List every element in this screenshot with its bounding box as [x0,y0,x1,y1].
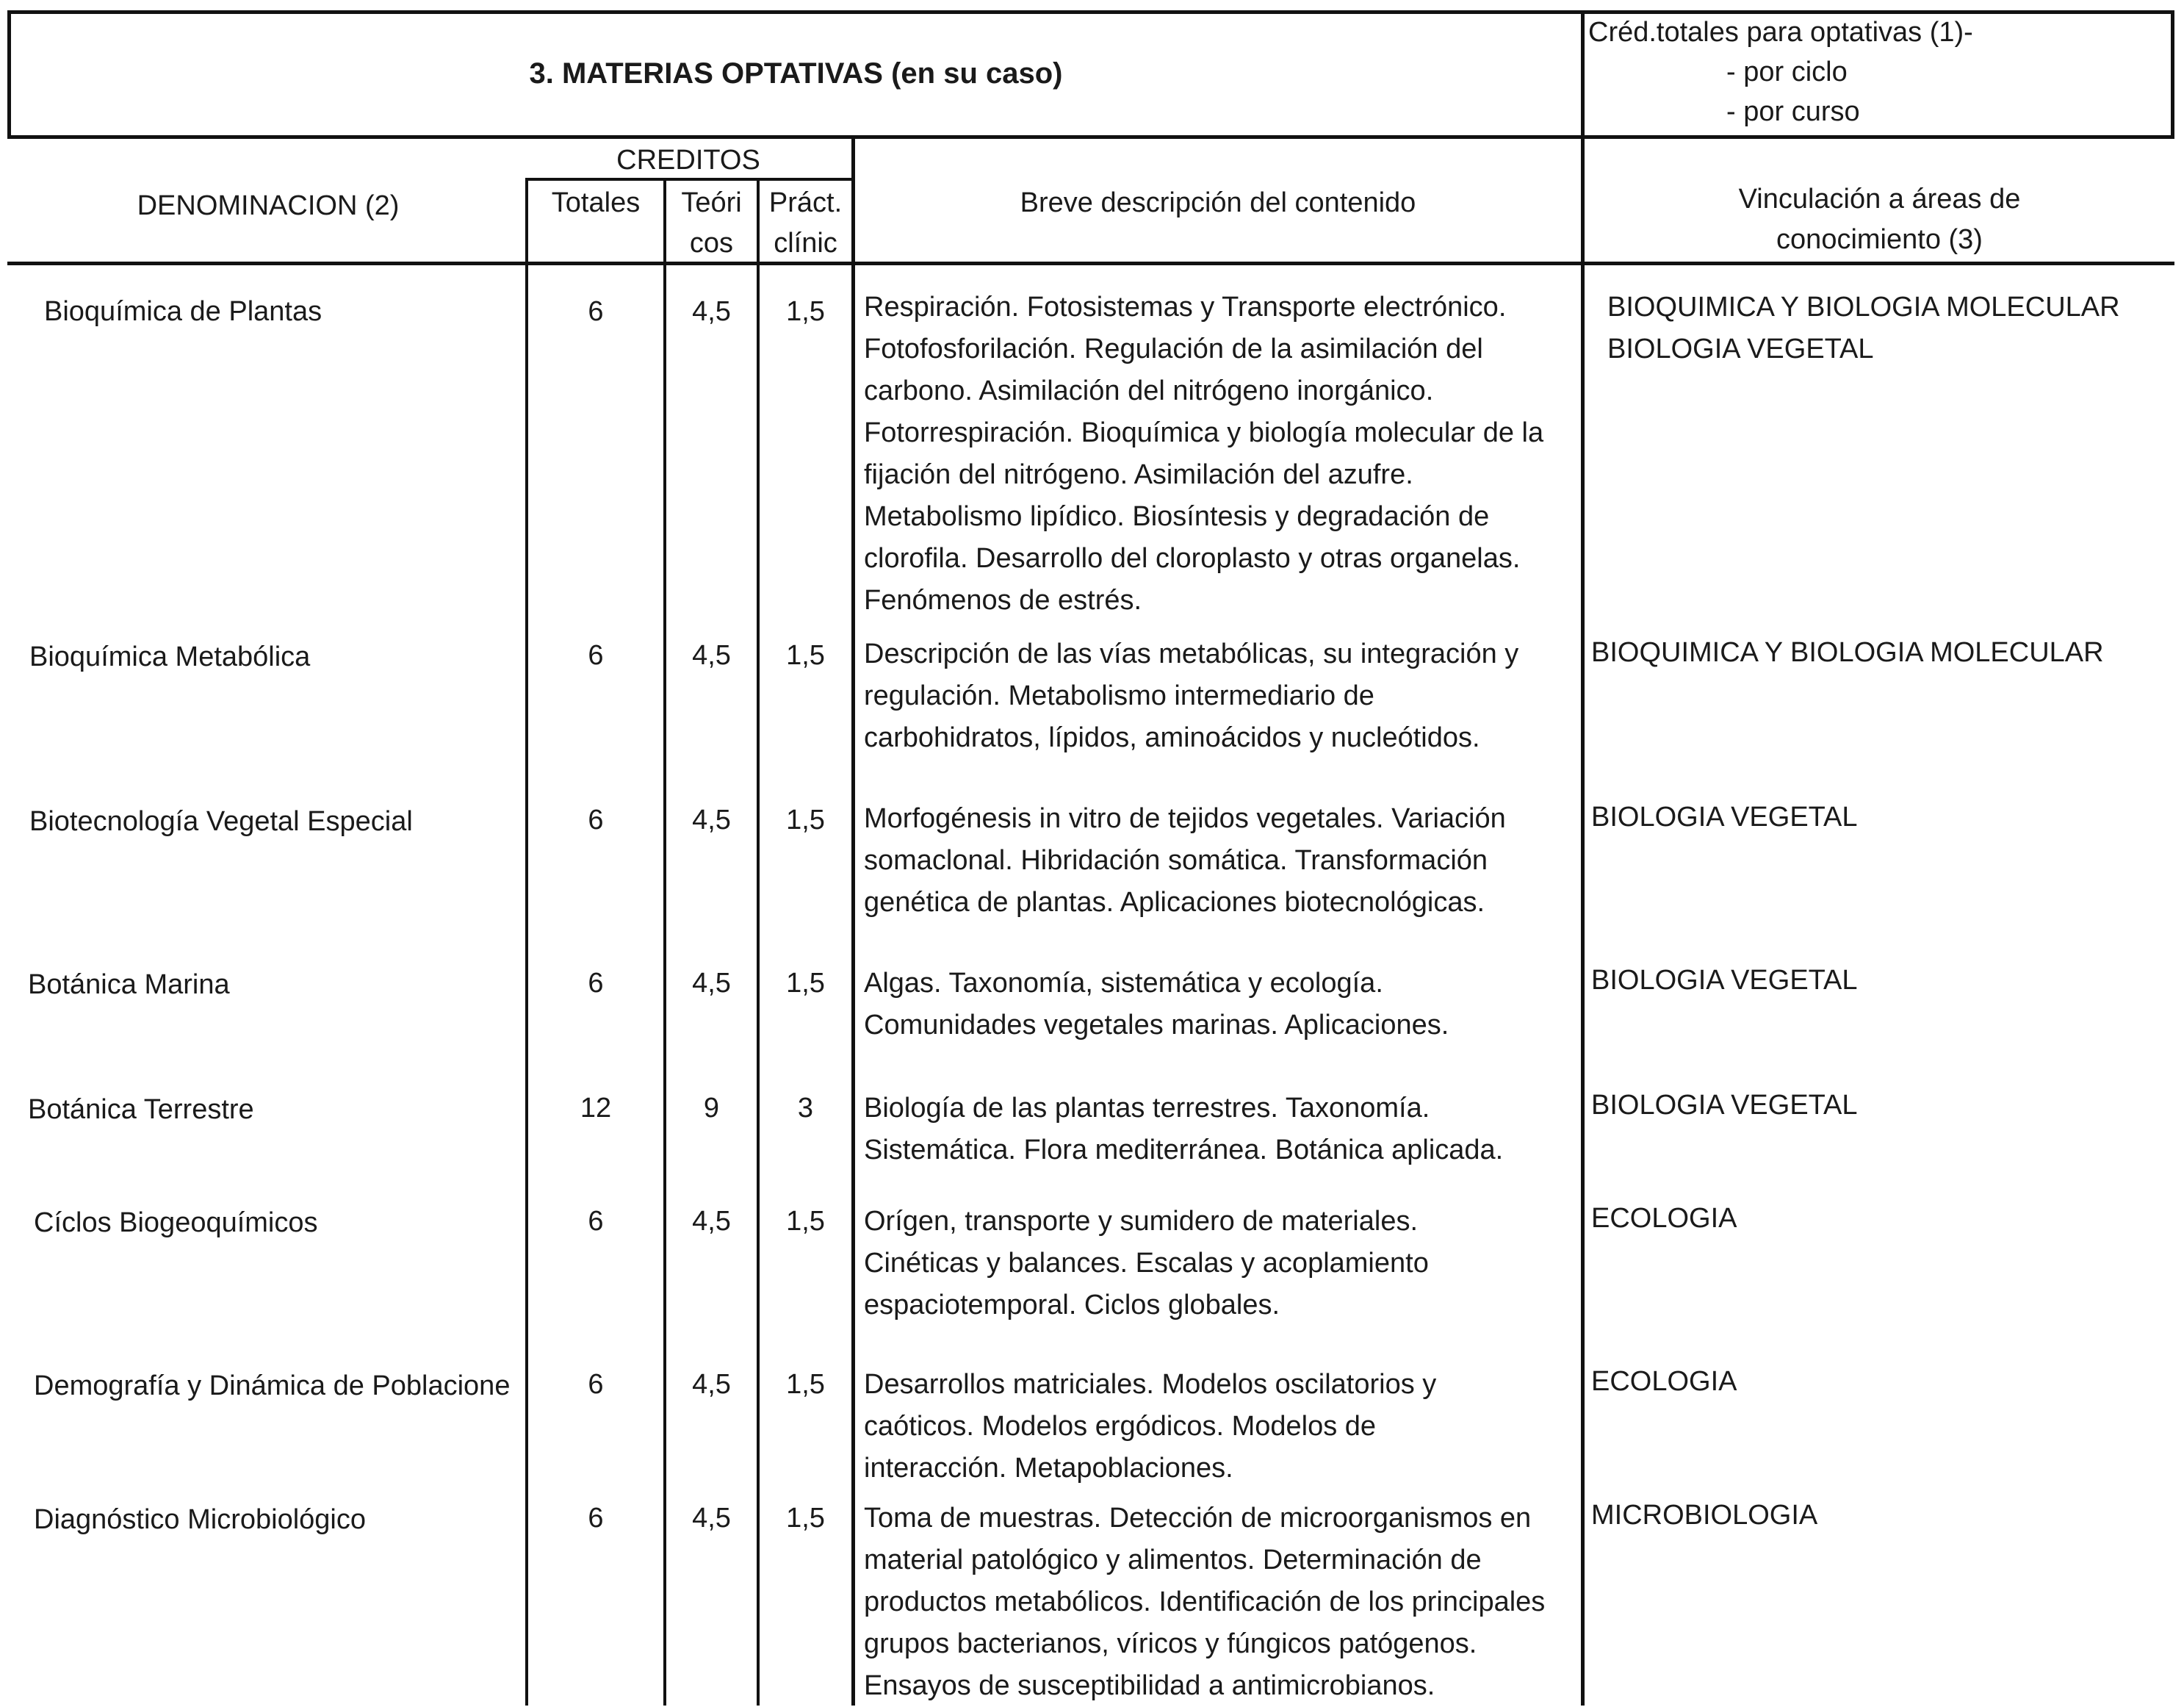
row-1-teoricos: 4,5 [692,296,731,327]
teoricos-header-1: Teóri [681,187,742,218]
row-4-description: Algas. Taxonomía, sistemática y ecología. Comunidades vegetales marinas. Aplicaciones. [864,968,1449,1041]
row-5-name: Botánica Terrestre [28,1094,254,1125]
row-5-area: BIOLOGIA VEGETAL [1591,1090,1858,1121]
row-7-description: Desarrollos matriciales. Modelos oscilatorios y caóticos. Modelos ergódicos. Modelos de interacción. Metapoblaciones. [864,1369,1437,1484]
row-1-practicos: 1,5 [786,296,825,327]
row-6-name: Cíclos Biogeoquímicos [34,1207,318,1238]
row-1-area: BIOQUIMICA Y BIOLOGIA MOLECULAR BIOLOGIA VEGETAL [1607,292,2120,364]
row-3-area: BIOLOGIA VEGETAL [1591,802,1858,833]
cred-por-curso-label: - por curso [1726,96,1860,127]
row-4-practicos: 1,5 [786,968,825,999]
cred-por-ciclo-label: - por ciclo [1726,57,1848,87]
table-right-border-top [2171,10,2174,139]
row-3-teoricos: 4,5 [692,805,731,835]
row-2-area: BIOQUIMICA Y BIOLOGIA MOLECULAR [1591,637,2104,668]
row-6-description: Orígen, transporte y sumidero de materiales. Cinéticas y balances. Escalas y acoplamiento espaciotemporal. Ciclos globales. [864,1206,1429,1320]
denominacion-header: DENOMINACION (2) [137,190,400,221]
row-5-teoricos: 9 [703,1093,720,1124]
row-3-totales: 6 [588,805,604,835]
column-line-totales [525,178,528,1706]
row-4-teoricos: 4,5 [692,968,731,999]
row-5-totales: 12 [580,1093,612,1124]
row-3-description: Morfogénesis in vitro de tejidos vegetales. Variación somaclonal. Hibridación somática. Transformación genética de plantas. Aplicaciones biotecnológicas. [864,803,1506,918]
vinculacion-header-2: conocimiento (3) [1776,224,1983,255]
column-line-practicos [757,178,760,1706]
row-8-totales: 6 [588,1503,604,1534]
row-8-teoricos: 4,5 [692,1503,731,1534]
row-7-teoricos: 4,5 [692,1369,731,1400]
column-line-teoricos [663,178,666,1706]
row-1-name: Bioquímica de Plantas [44,296,322,327]
row-6-teoricos: 4,5 [692,1206,731,1237]
teoricos-header-2: cos [689,228,734,259]
cred-totales-label: Créd.totales para optativas (1)- [1588,17,1973,48]
row-6-totales: 6 [588,1206,604,1237]
row-7-area: ECOLOGIA [1591,1366,1737,1397]
practicos-header-1: Práct. [768,187,843,218]
row-2-practicos: 1,5 [786,640,825,671]
row-2-teoricos: 4,5 [692,640,731,671]
row-2-name: Bioquímica Metabólica [29,642,311,672]
row-4-totales: 6 [588,968,604,999]
row-5-practicos: 3 [797,1093,814,1124]
section-title: 3. MATERIAS OPTATIVAS (en su caso) [529,57,1063,90]
row-8-name: Diagnóstico Microbiológico [34,1504,366,1535]
row-1-totales: 6 [588,296,604,327]
row-3-practicos: 1,5 [786,805,825,835]
row-8-area: MICROBIOLOGIA [1591,1500,1818,1531]
row-4-name: Botánica Marina [28,969,230,1000]
row-3-name: Biotecnología Vegetal Especial [29,806,413,837]
vinculacion-header-1: Vinculación a áreas de [1738,184,2021,215]
row-7-name: Demografía y Dinámica de Poblacione [34,1370,511,1401]
creditos-header: CREDITOS [616,145,760,176]
practicos-header-2: clínic [774,228,837,259]
row-5-description: Biología de las plantas terrestres. Taxonomía. Sistemática. Flora mediterránea. Botánica aplicada. [864,1093,1504,1165]
row-8-description: Toma de muestras. Detección de microorganismos en material patológico y alimentos. Determinación de productos metabólicos. Identificación de los principales grupos bacterianos, víricos y fúngicos patógenos. Ensayos de susceptibilidad a antimicrobianos. [864,1503,1546,1701]
row-8-practicos: 1,5 [786,1503,825,1534]
header-divider [7,135,2174,139]
row-6-practicos: 1,5 [786,1206,825,1237]
row-1-description: Respiración. Fotosistemas y Transporte electrónico. Fotofosforilación. Regulación de la asimilación del carbono. Asimilación del nitrógeno inorgánico. Fotorrespiración. Bioquímica y biología molecular de la fijación del nitrógeno. Asimilación del azufre. Metabolismo lipídico. Biosíntesis y degradación de clorofila. Desarrollo del cloroplasto y otras organelas. Fenómenos de estrés. [864,292,1544,616]
column-line-descripcion [851,135,855,1706]
row-4-area: BIOLOGIA VEGETAL [1591,965,1858,996]
descripcion-header: Breve descripción del contenido [1020,187,1416,218]
header-bottom-line [7,262,2174,265]
row-6-area: ECOLOGIA [1591,1203,1737,1234]
row-7-practicos: 1,5 [786,1369,825,1400]
totales-header: Totales [551,187,641,218]
row-2-description: Descripción de las vías metabólicas, su integración y regulación. Metabolismo intermediario de carbohidratos, lípidos, aminoácidos y nucleótidos. [864,639,1519,753]
row-2-totales: 6 [588,640,604,671]
row-7-totales: 6 [588,1369,604,1400]
